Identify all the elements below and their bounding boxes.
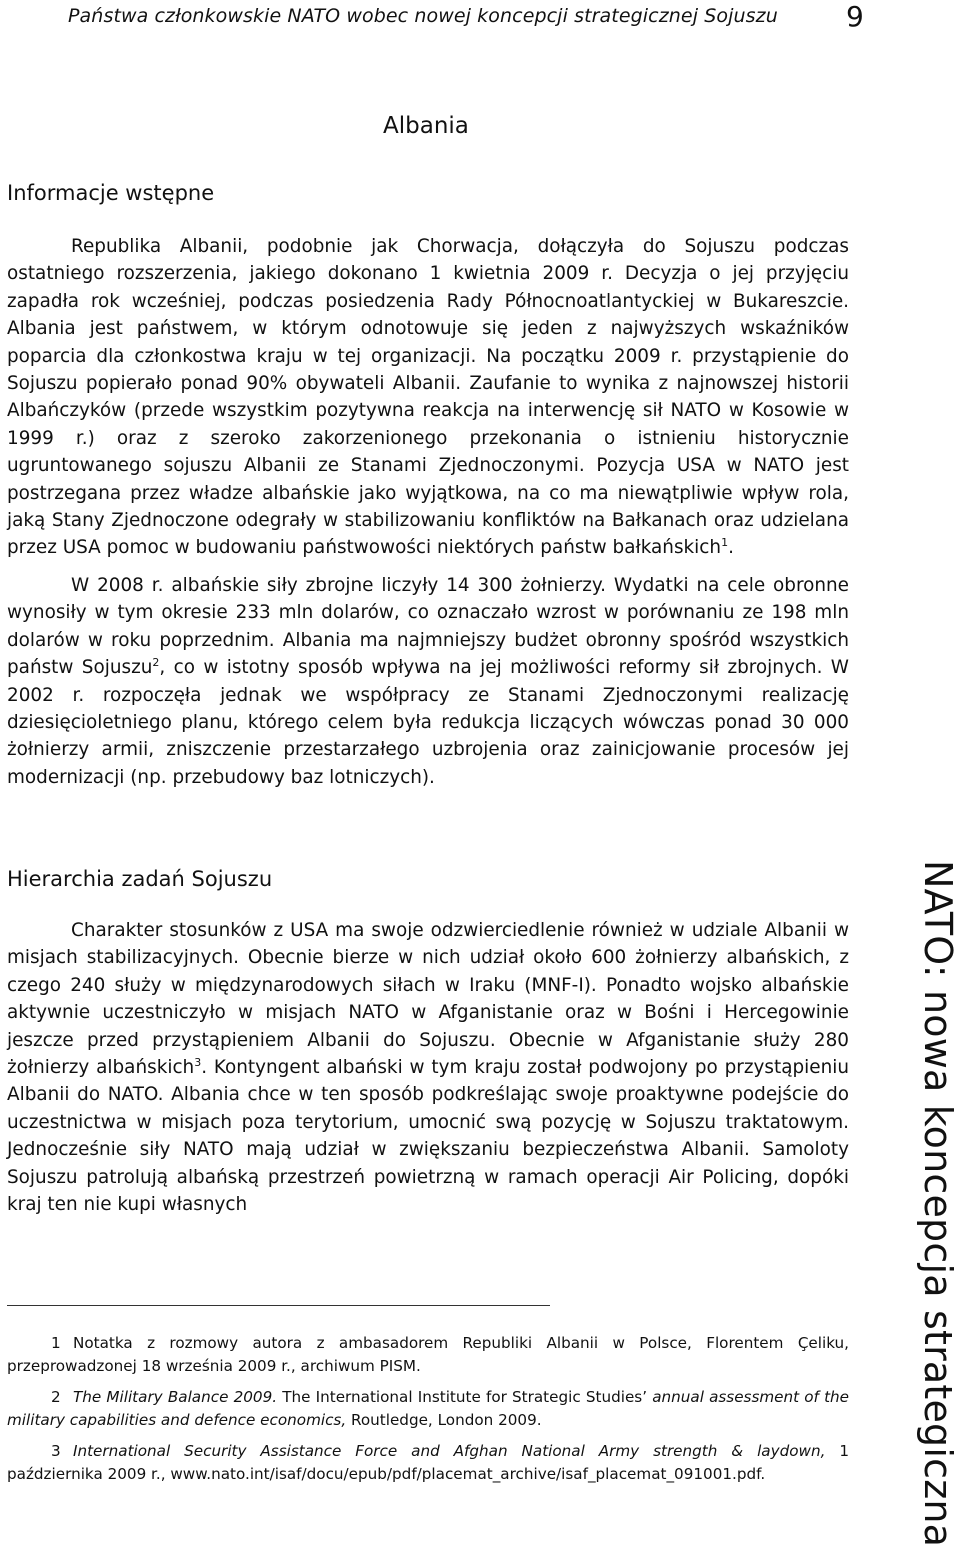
footnote-text: Notatka z rozmowy autora z ambasadorem Republiki Albanii w Polsce, Florentem Çeliku, przeprowadzonej 18 września 2009 r., archiwum PISM. — [7, 1334, 849, 1375]
footnote-2 — [7, 1386, 849, 1431]
hierarchy-body — [7, 917, 849, 1218]
side-title-vertical: NATO: nowa koncepcja strategiczna — [916, 860, 960, 1547]
intro-body — [7, 233, 849, 791]
footnote-1 — [7, 1332, 849, 1377]
footnote-url[interactable]: 1 października 2009 r., www.nato.int/isaf/docu/epub/pdf/placemat_archive/isaf_placemat_091001.pdf. — [7, 1442, 849, 1483]
intro-p2-text-b: , co w istotny sposób wpływa na jej możliwości reformy sił zbrojnych. W 2002 r. rozpoczęła jednak we współpracy ze Stanami Zjednoczonymi realizację dziesięcioletniego planu, którego celem była redukcja liczących wówczas ponad 30 000 żołnierzy armii, zniszczenie przestarzałego uzbrojenia oraz zainicjowanie procesów jej modernizacji (np. przebudowy baz lotniczych). — [7, 657, 849, 788]
hierarchy-p1-text-b: . Kontyngent albański w tym kraju został podwojony po przystąpieniu Albanii do NATO. Albania chce w ten sposób podkreślając swoje proaktywne podejście do uczestnictwa w misjach poza terytorium, umocnić swą pozycję w Sojuszu traktatowym. Jednocześnie siły NATO mają udział w zwiększaniu bezpieczeństwa Albanii. Samoloty Sojuszu patrolują albańską przestrzeń powietrzną w ramach operacji Air Policing, dopóki kraj ten nie kupi własnych — [7, 1057, 849, 1216]
subsection-heading-intro: Informacje wstępne — [7, 181, 215, 205]
running-header: Państwa członkowskie NATO wobec nowej koncepcji strategicznej Sojuszu — [68, 5, 778, 27]
footnote-title: International Security Assistance Force and Afghan National Army strength & laydown, — [73, 1442, 826, 1461]
subsection-heading-hierarchy: Hierarchia zadań Sojuszu — [7, 867, 273, 891]
footnote-number: 1 — [51, 1334, 61, 1352]
footnote-ref-2[interactable]: 2 — [152, 655, 160, 669]
hierarchy-paragraph-1 — [7, 917, 849, 1218]
section-title: Albania — [383, 113, 469, 139]
footnote-title: The Military Balance 2009. — [73, 1388, 278, 1407]
footnotes — [7, 1332, 849, 1495]
intro-p2-text-a: W 2008 r. albańskie siły zbrojne liczyły 14 300 żołnierzy. Wydatki na cele obronne wynosiły w tym okresie 233 mln dolarów, co oznaczało wzrost w porównaniu ze 198 mln dolarów w roku poprzednim. Albania ma najmniejszy budżet obronny spośród wszystkich państw Sojuszu — [7, 574, 849, 679]
intro-p1-end: . — [728, 537, 734, 559]
hierarchy-p1-text-a: Charakter stosunków z USA ma swoje odzwierciedlenie również w udziale Albanii w misjach stabilizacyjnych. Obecnie bierze w nich udział około 600 żołnierzy albańskich, z czego 240 służy w międzynarodowych siłach w Iraku (MNF-I). Ponadto wojsko albańskie aktywnie uczestniczyło w misjach NATO w Afganistanie oraz w Bośni i Hercegowinie jeszcze przed przystąpieniem Albanii do Sojuszu. Obecnie w Afganistanie służy 280 żołnierzy albańskich — [7, 920, 849, 1079]
footnote-divider — [7, 1305, 550, 1306]
footnote-tail: Routledge, London 2009. — [346, 1410, 542, 1429]
page-number: 9 — [846, 0, 864, 33]
intro-paragraph-2 — [7, 572, 849, 791]
footnote-3 — [7, 1440, 849, 1485]
intro-p1-text: Republika Albanii, podobnie jak Chorwacja, dołączyła do Sojuszu podczas ostatniego rozszerzenia, jakiego dokonano 1 kwietnia 2009 r. Decyzja o jej przyjęciu zapadła rok wcześniej, podczas posiedzenia Rady Północnoatlantyckiej w Bukareszcie. Albania jest państwem, w którym odnotowuje się jeden z najwyższych wskaźników poparcia dla członkostwa kraju w tej organizacji. Na początku 2009 r. przystąpienie do Sojuszu popierało ponad 90% obywateli Albanii. Zaufanie to wynika z najnowszej historii Albańczyków (przede wszystkim pozytywna reakcja na interwencję sił NATO w Kosowie w 1999 r.) oraz z szeroko zakorzenionego przekonania o istnieniu historycznie ugruntowanego sojuszu Albanii ze Stanami Zjednoczonymi. Pozycja USA w NATO jest postrzegana przez władze albańskie jako wyjątkowa, na co ma niewątpliwie wpływ rola, jaką Stany Zjednoczone odegrały w stabilizowaniu konfliktów na Bałkanach oraz udzielana przez USA pomoc w budowaniu państwowości niektórych państw bałkańskich — [7, 236, 849, 559]
intro-paragraph-1 — [7, 233, 849, 562]
footnote-number: 2 — [51, 1388, 61, 1407]
footnote-subtitle: annual assessment of the military capabilities and defence economics, — [7, 1388, 850, 1429]
footnote-ref-3[interactable]: 3 — [194, 1055, 202, 1069]
footnote-publisher: The International Institute for Strategic Studies’ — [277, 1388, 653, 1407]
footnote-number: 3 — [51, 1442, 61, 1461]
footnote-ref-1[interactable]: 1 — [721, 536, 729, 550]
